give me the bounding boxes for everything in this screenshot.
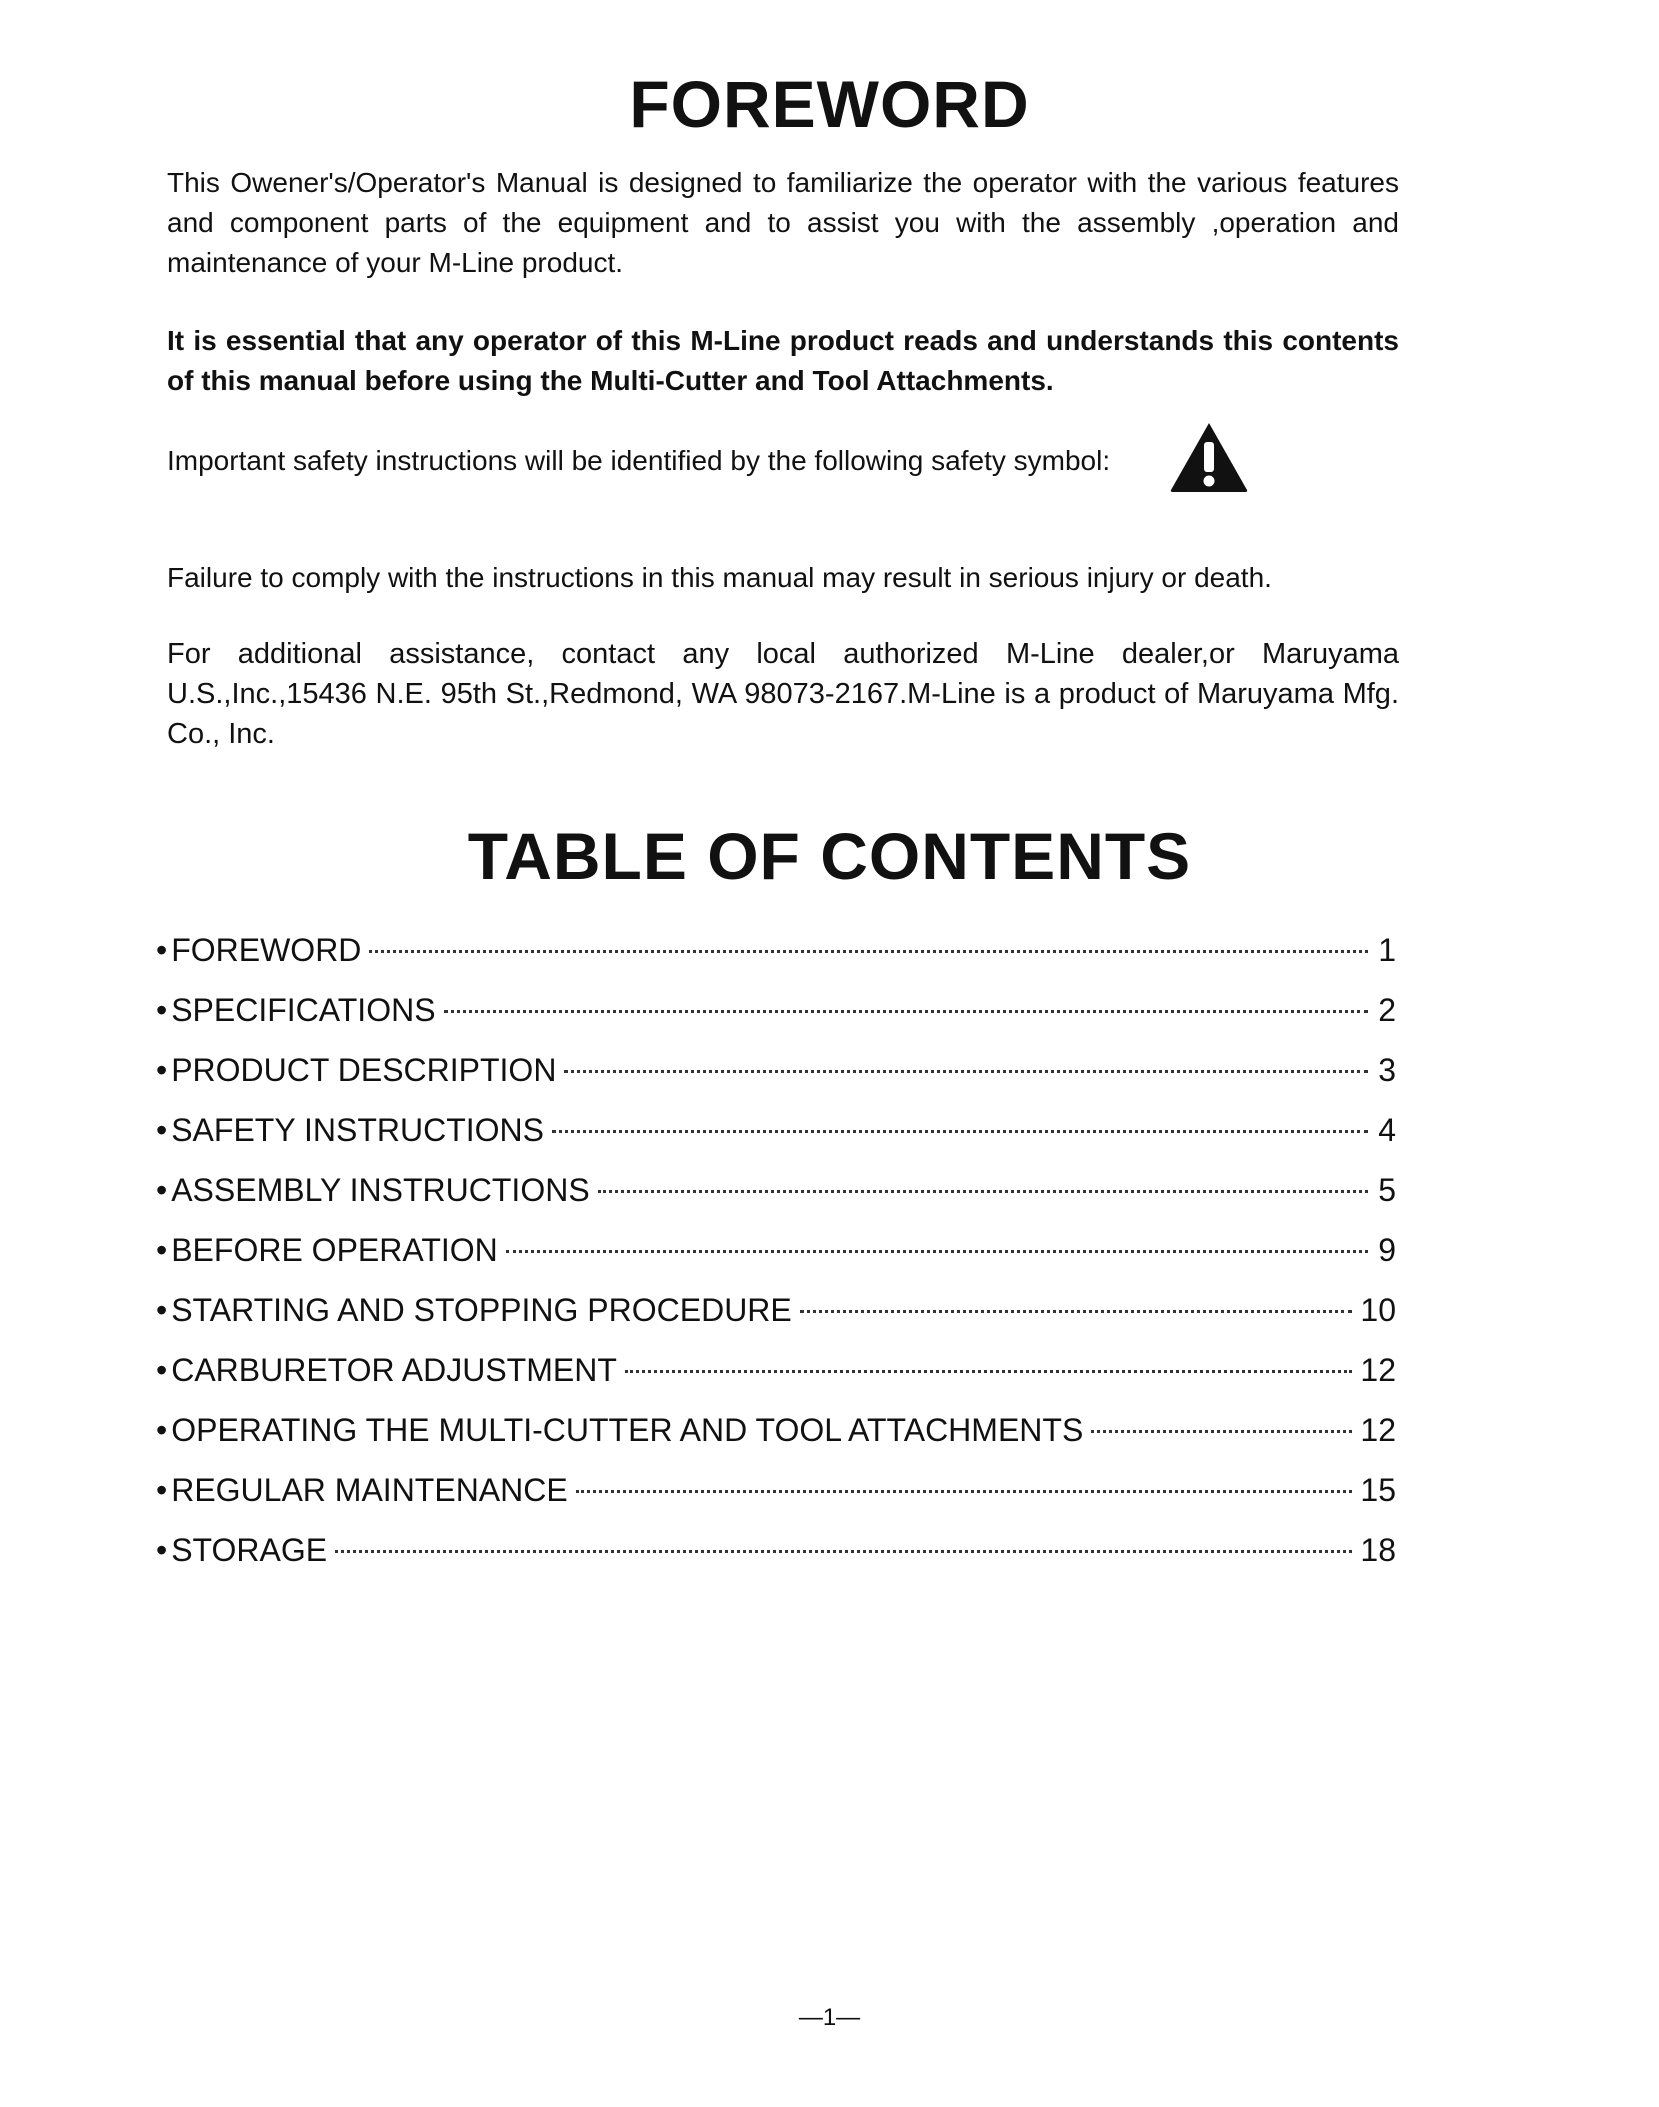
toc-entry-starting-stopping[interactable] <box>156 1290 1396 1350</box>
essential-notice-paragraph: It is essential that any operator of this M-Line product reads and understands this contents of this manual before using the Multi-Cutter and Tool Attachments. <box>167 325 1399 396</box>
dot-leader <box>506 1250 1368 1253</box>
page-number: —1— <box>798 2004 861 2031</box>
dot-leader <box>1091 1430 1352 1433</box>
toc-entry-page: 3 <box>1378 1052 1396 1088</box>
toc-entry-page: 2 <box>1378 992 1396 1028</box>
toc-entry-title: • BEFORE OPERATION <box>156 1230 498 1270</box>
toc-entry-page: 15 <box>1360 1472 1396 1508</box>
toc-entry-title: • FOREWORD <box>156 930 361 970</box>
toc-entry-title: • ASSEMBLY INSTRUCTIONS <box>156 1170 590 1210</box>
toc-entry-page: 9 <box>1378 1232 1396 1268</box>
toc-entry-title: • PRODUCT DESCRIPTION <box>156 1050 556 1090</box>
dot-leader <box>335 1550 1352 1553</box>
toc-entry-page: 18 <box>1360 1532 1396 1568</box>
toc-entry-assembly-instructions[interactable] <box>156 1170 1396 1230</box>
toc-entry-title: • CARBURETOR ADJUSTMENT <box>156 1350 617 1390</box>
toc-entry-page: 10 <box>1360 1292 1396 1328</box>
foreword-intro-paragraph: This Owener's/Operator's Manual is designed to familiarize the operator with the various features and component parts of the equipment and to assist you with the assembly ,operation and maintenance of your M-Line product. <box>167 167 1399 278</box>
table-of-contents <box>156 930 1396 1590</box>
contact-paragraph: For additional assistance, contact any local authorized M-Line dealer,or Maruyama U.S.,Inc.,15436 N.E. 95th St.,Redmond, WA 98073-2167.M-Line is a product of Maruyama Mfg. Co., Inc. <box>167 638 1399 750</box>
foreword-heading: FOREWORD <box>629 67 1030 141</box>
toc-entry-page: 5 <box>1378 1172 1396 1208</box>
toc-entry-specifications[interactable] <box>156 990 1396 1050</box>
safety-symbol-paragraph: Important safety instructions will be identified by the following safety symbol: <box>167 445 1111 476</box>
toc-entry-title: • STORAGE <box>156 1530 327 1570</box>
dot-leader <box>369 950 1368 953</box>
toc-entry-product-description[interactable] <box>156 1050 1396 1110</box>
toc-entry-page: 12 <box>1360 1412 1396 1448</box>
dot-leader <box>444 1010 1368 1013</box>
dot-leader <box>625 1370 1353 1373</box>
dot-leader <box>564 1070 1368 1073</box>
toc-entry-title: • REGULAR MAINTENANCE <box>156 1470 568 1510</box>
dot-leader <box>800 1310 1353 1313</box>
toc-entry-title: • SPECIFICATIONS <box>156 990 436 1030</box>
toc-entry-page: 1 <box>1378 932 1396 968</box>
toc-entry-safety-instructions[interactable] <box>156 1110 1396 1170</box>
toc-entry-title: • STARTING AND STOPPING PROCEDURE <box>156 1290 792 1330</box>
toc-entry-operating[interactable] <box>156 1410 1396 1470</box>
toc-entry-page: 12 <box>1360 1352 1396 1388</box>
dot-leader <box>576 1490 1353 1493</box>
toc-entry-before-operation[interactable] <box>156 1230 1396 1290</box>
failure-warning-paragraph: Failure to comply with the instructions in this manual may result in serious injury or death. <box>167 562 1272 593</box>
toc-entry-storage[interactable] <box>156 1530 1396 1590</box>
dot-leader <box>598 1190 1368 1193</box>
toc-heading: TABLE OF CONTENTS <box>467 819 1192 893</box>
dot-leader <box>552 1130 1368 1133</box>
toc-entry-carburetor-adjustment[interactable] <box>156 1350 1396 1410</box>
warning-triangle-icon <box>1168 420 1250 494</box>
toc-entry-foreword[interactable] <box>156 930 1396 990</box>
toc-entry-title: • OPERATING THE MULTI-CUTTER AND TOOL ATTACHMENTS <box>156 1410 1083 1450</box>
toc-entry-page: 4 <box>1378 1112 1396 1148</box>
toc-entry-regular-maintenance[interactable] <box>156 1470 1396 1530</box>
toc-entry-title: • SAFETY INSTRUCTIONS <box>156 1110 544 1150</box>
